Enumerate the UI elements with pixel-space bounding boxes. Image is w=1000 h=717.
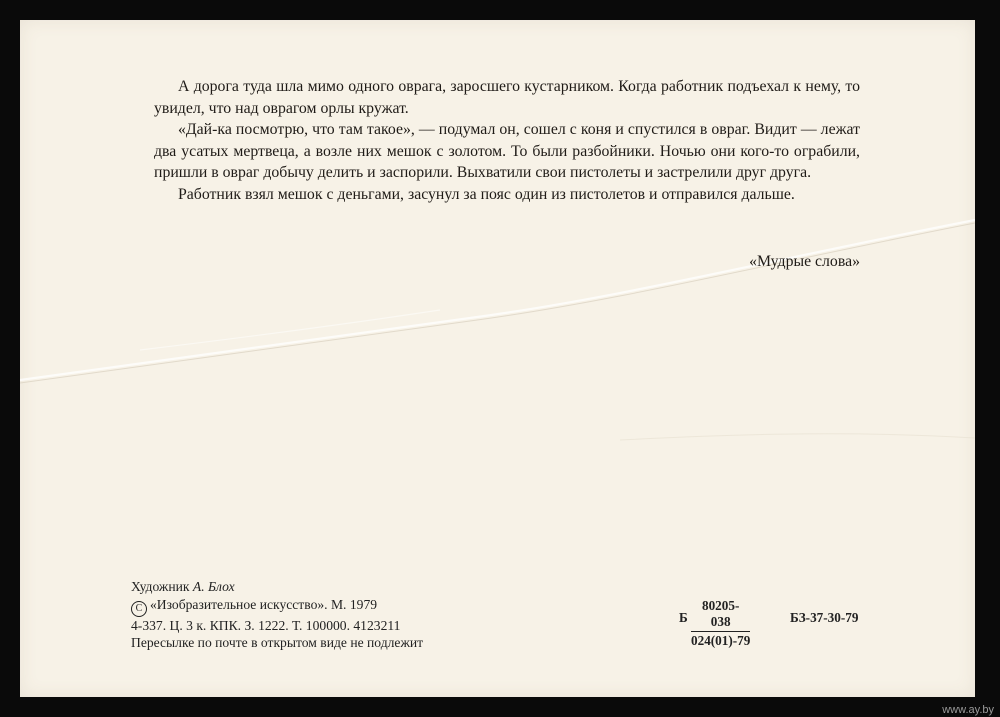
artist-name: А. Блох (192, 579, 235, 594)
story-paragraph-1: А дорога туда шла мимо одного оврага, заросшего кустарником. Когда работник подъехал к нему, то увидел, что над оврагом орлы кружат. (154, 78, 860, 117)
index-numerator: 80205-038 (691, 598, 750, 632)
postcard-back (20, 20, 975, 697)
index-prefix: Б (679, 610, 688, 625)
story-paragraph-3: Работник взял мешок с деньгами, засунул за пояс один из пистолетов и отправился дальше. (178, 185, 795, 203)
mail-note: Пересылке по почте в открытом виде не подлежит (131, 635, 424, 650)
artist-label: Художник (131, 579, 190, 594)
index-fraction (691, 598, 750, 649)
artist-line (131, 578, 423, 596)
imprint-block (131, 578, 423, 652)
copyright-icon: C (131, 601, 147, 617)
site-watermark: www.ay.by (942, 704, 994, 716)
story-paragraph-2: «Дай-ка посмотрю, что там такое», — подумал он, сошел с коня и спустился в овраг. Видит — лежат два усатых мертвеца, а возле них мешок с золотом. То были разбойники. Ночью они кого-то ограбили, пришли в овраг добычу делить и заспорили. Выхватили свои пистолеты и застрелили друг друга. (154, 121, 860, 181)
source-title: «Мудрые слова» (749, 253, 860, 270)
story-text (154, 76, 860, 205)
publisher-line (131, 596, 423, 617)
index-denominator: 024(01)-79 (691, 633, 751, 648)
index-suffix: БЗ-37-30-79 (790, 610, 859, 625)
print-details: 4-337. Ц. 3 к. КПК. З. 1222. Т. 100000. 4123211 (131, 617, 401, 633)
publisher-text: «Изобразительное искусство». М. 1979 (150, 596, 378, 612)
